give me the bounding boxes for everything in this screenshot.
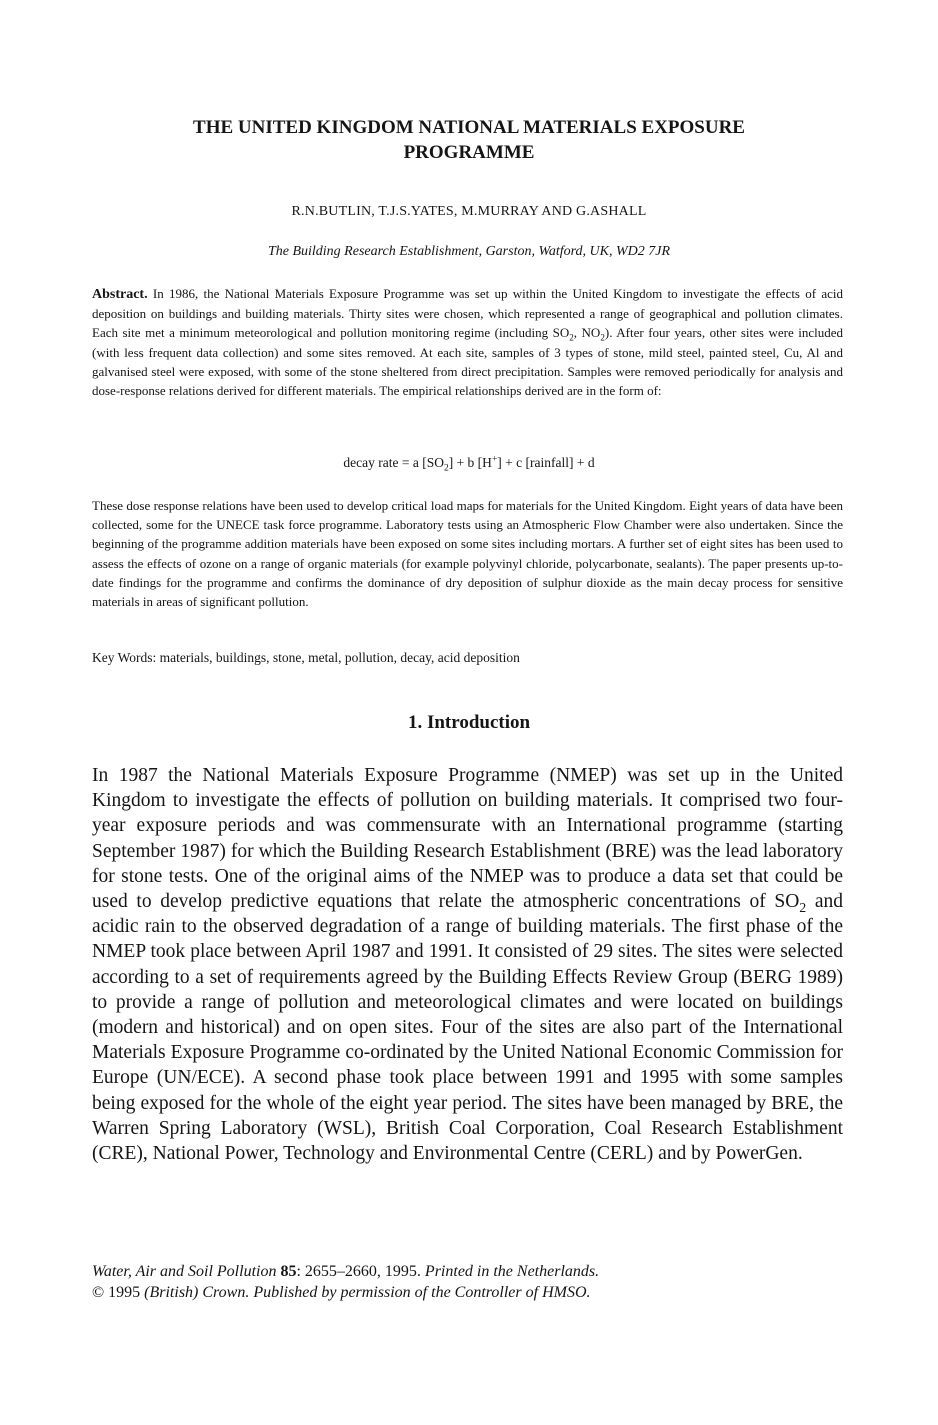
- paper-title: [90, 115, 848, 165]
- copyright-year: 1995: [108, 1284, 141, 1301]
- keywords: [92, 650, 520, 666]
- printed-location: Printed in the Netherlands.: [424, 1263, 600, 1280]
- equation-part-3: ] + c [rainfall] + d: [497, 455, 595, 470]
- copyright-symbol: ©: [92, 1284, 105, 1301]
- subscript: 2: [799, 899, 807, 915]
- subscript: 2: [569, 333, 574, 343]
- footer-copyright-line: [92, 1282, 599, 1303]
- section-heading: 1. Introduction: [407, 712, 531, 733]
- equation-part-1: decay rate = a [SO: [343, 455, 444, 470]
- journal-pages: : 2655–2660, 1995.: [296, 1263, 421, 1280]
- keywords-text: materials, buildings, stone, metal, pollution, decay, acid deposition: [159, 650, 520, 665]
- subscript: 2: [600, 333, 605, 343]
- copyright-text: (British) Crown. Published by permission of the Controller of HMSO.: [144, 1284, 591, 1301]
- dose-response-equation: [90, 454, 848, 474]
- author-list: R.N.BUTLIN, T.J.S.YATES, M.MURRAY AND G.ASHALL: [291, 204, 647, 219]
- equation-part-2: ] + b [H: [448, 455, 492, 470]
- abstract-text-1c: ). After four years, other sites were included (with less frequent data collection) and some sites removed. At each site, samples of 3 types of stone, mild steel, painted steel, Cu, Al and galvanised steel were exposed, with some of the stone sheltered from direct precipitation. Samples were removed periodically for analysis and dose-response relations derived for different materials. The empirical relationships derived are in the form of:: [92, 325, 844, 399]
- introduction-text-2: and acidic rain to the observed degradation of a range of building materials. The first phase of the NMEP took place between April 1987 and 1991. It consisted of 29 sites. The sites were selected according to a set of requirements agreed by the Building Effects Review Group (BERG 1989) to provide a range of pollution and meteorological climates and were located on buildings (modern and historical) and on open sites. Four of the sites are also part of the International Materials Exposure Programme co-ordinated by the United National Economic Commission for Europe (UN/ECE). A second phase took place between 1991 and 1995 with some samples being exposed for the whole of the eight year period. The sites have been managed by BRE, the Warren Spring Laboratory (WSL), British Coal Corporation, Coal Research Establishment (CRE), National Power, Technology and Environmental Centre (CERL) and by PowerGen.: [92, 891, 844, 1165]
- journal-volume: 85: [280, 1263, 297, 1280]
- abstract-text-1b: , NO: [573, 325, 601, 341]
- paper-title-line-2: PROGRAMME: [403, 142, 535, 163]
- footer-citation-line: [92, 1261, 599, 1282]
- abstract-label: Abstract.: [92, 287, 148, 302]
- journal-name: Water, Air and Soil Pollution: [92, 1263, 277, 1280]
- affiliation: The Building Research Establishment, Garston, Watford, UK, WD2 7JR: [267, 244, 671, 259]
- abstract-text-1a: In 1986, the National Materials Exposure Programme was set up within the United Kingdom to investigate the effects of acid deposition on buildings and building materials. Thirty sites were chosen, which represented a range of geographical and pollution climates. Each site met a minimum meteorological and pollution monitoring regime (including SO: [92, 286, 844, 341]
- equation-subscript: 2: [443, 463, 449, 474]
- keywords-label: Key Words:: [92, 650, 157, 665]
- page-footer: [92, 1261, 599, 1303]
- paper-title-line-1: THE UNITED KINGDOM NATIONAL MATERIALS EXPOSURE: [193, 117, 745, 138]
- abstract-paragraph-1: [92, 284, 843, 400]
- introduction-text-1: In 1987 the National Materials Exposure Programme (NMEP) was set up in the United Kingdom to investigate the effects of pollution on building materials. It comprised two four-year exposure periods and was commensurate with an International programme (starting September 1987) for which the Building Research Establishment (BRE) was the lead laboratory for stone tests. One of the original aims of the NMEP was to produce a data set that could be used to develop predictive equations that relate the atmospheric concentrations of SO: [92, 765, 843, 913]
- introduction-paragraph: [92, 763, 843, 1166]
- equation-superscript: +: [491, 454, 498, 465]
- abstract-paragraph-2: These dose response relations have been used to develop critical load maps for materials for the United Kingdom. Eight years of data have been collected, some for the UNECE task force programme. Laboratory tests using an Atmospheric Flow Chamber were also undertaken. Since the beginning of the programme addition materials have been exposed on some sites including mortars. A further set of eight sites has been used to assess the effects of ozone on a range of organic materials (for example polyvinyl chloride, polycarbonate, sealants). The paper presents up-to-date findings for the programme and confirms the dominance of dry deposition of sulphur dioxide as the main decay process for sensitive materials in areas of significant pollution.: [92, 498, 843, 610]
